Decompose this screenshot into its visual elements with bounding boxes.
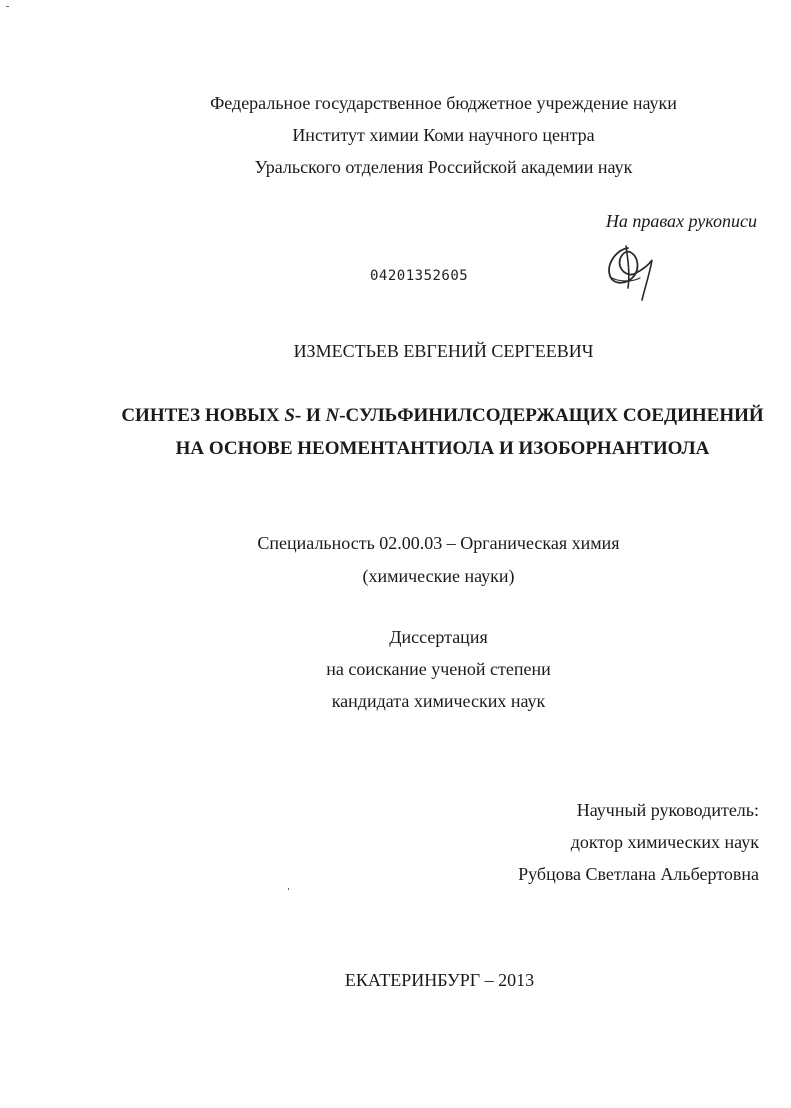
signature-icon xyxy=(598,240,668,310)
title-s-letter: S xyxy=(284,405,295,426)
supervisor-degree: доктор химических наук xyxy=(570,832,759,852)
institution-line-3: Уральского отделения Российской академии наук xyxy=(254,157,633,177)
degree-purpose: на соискание ученой степени xyxy=(326,659,551,679)
author-name: ИЗМЕСТЬЕВ ЕВГЕНИЙ СЕРГЕЕВИЧ xyxy=(293,341,594,361)
dissertation-title-line-2: НА ОСНОВЕ НЕОМЕНТАНТИОЛА И ИЗОБОРНАНТИОЛА xyxy=(175,438,710,459)
title-part-1: СИНТЕЗ НОВЫХ xyxy=(121,405,285,426)
scan-speck xyxy=(6,6,9,7)
institution-line-1: Федеральное государственное бюджетное учреждение науки xyxy=(210,93,677,113)
title-part-3: -СУЛЬФИНИЛСОДЕРЖАЩИХ СОЕДИНЕНИЙ xyxy=(339,405,764,426)
supervisor-label: Научный руководитель: xyxy=(576,800,759,820)
title-part-2: - И xyxy=(294,405,326,426)
dissertation-label: Диссертация xyxy=(389,627,488,647)
city-year: ЕКАТЕРИНБУРГ – 2013 xyxy=(344,970,535,990)
scan-speck xyxy=(288,888,289,890)
dissertation-title-line-1 xyxy=(47,405,791,427)
supervisor-name: Рубцова Светлана Альбертовна xyxy=(518,864,759,884)
document-code: 04201352605 xyxy=(370,268,469,284)
specialty-line: Специальность 02.00.03 – Органическая химия xyxy=(257,533,620,553)
degree-name: кандидата химических наук xyxy=(331,691,546,711)
rights-note: На правах рукописи xyxy=(605,211,757,231)
institution-line-2: Институт химии Коми научного центра xyxy=(292,125,595,145)
specialty-field: (химические науки) xyxy=(362,566,515,586)
title-n-letter: N xyxy=(325,405,340,426)
